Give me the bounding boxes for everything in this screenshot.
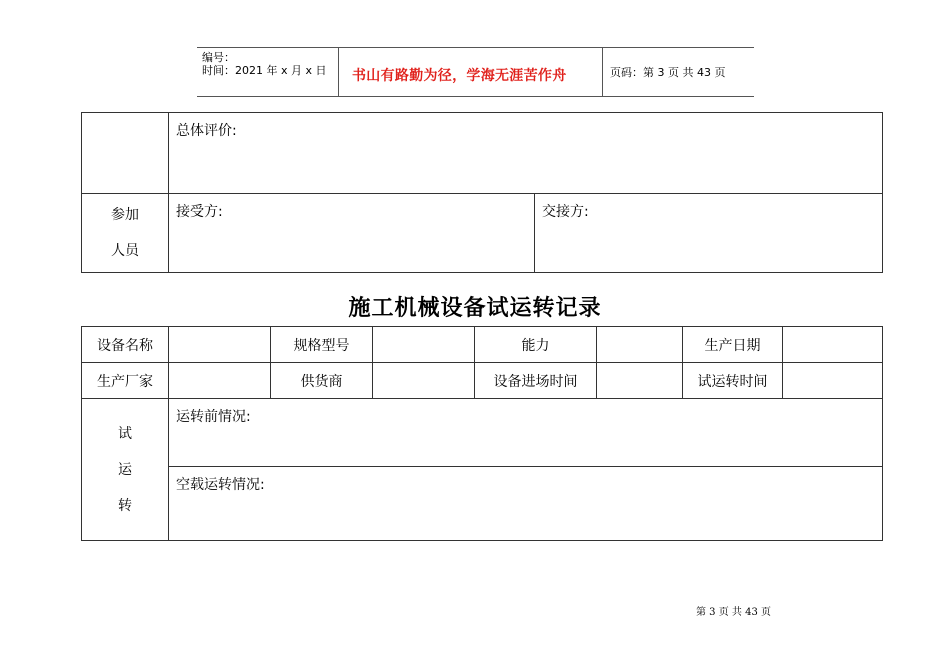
blank-cell (82, 113, 169, 194)
trial-run-record-table (81, 326, 883, 541)
handover-cell[interactable] (535, 194, 883, 273)
header-divider-left (338, 47, 339, 96)
trial-run-label-line2: 运 (118, 461, 132, 478)
trial-run-label-cell (82, 399, 169, 541)
trial-run-label-line1: 试 (118, 425, 132, 442)
no-load-run-cell[interactable] (169, 467, 883, 541)
production-date-label: 生产日期 (683, 327, 783, 363)
header-code-label: 编号： (202, 51, 235, 64)
header-motto: 书山有路勤为径，学海无涯苦作舟 (352, 68, 567, 84)
header-page-label: 页码：第 3 页 共 43 页 (610, 66, 726, 79)
before-run-cell[interactable] (169, 399, 883, 467)
receiver-label: 接受方: (176, 204, 223, 220)
document-title: 施工机械设备试运转记录 (348, 295, 602, 321)
receiver-cell[interactable] (169, 194, 535, 273)
footer-page-number: 第 3 页 共 43 页 (696, 607, 771, 618)
spec-model-value[interactable] (373, 327, 475, 363)
supplier-value[interactable] (373, 363, 475, 399)
no-load-run-label: 空载运转情况: (176, 477, 265, 493)
header-time-label: 时间：2021 年 x 月 x 日 (202, 64, 327, 77)
trial-run-label-line3: 转 (118, 497, 132, 514)
supplier-label: 供货商 (271, 363, 373, 399)
capacity-label: 能力 (475, 327, 597, 363)
participants-table (81, 112, 883, 273)
trial-run-time-label: 试运转时间 (683, 363, 783, 399)
entry-time-value[interactable] (597, 363, 683, 399)
header-divider-right (602, 47, 603, 96)
overall-evaluation-cell[interactable] (169, 113, 883, 194)
spec-model-label: 规格型号 (271, 327, 373, 363)
participants-label-line2: 人员 (111, 243, 139, 259)
before-run-label: 运转前情况: (176, 409, 251, 425)
trial-run-time-value[interactable] (783, 363, 883, 399)
manufacturer-value[interactable] (169, 363, 271, 399)
header-top-rule (197, 47, 754, 48)
production-date-value[interactable] (783, 327, 883, 363)
capacity-value[interactable] (597, 327, 683, 363)
participants-label-line1: 参加 (111, 207, 139, 223)
manufacturer-label: 生产厂家 (82, 363, 169, 399)
handover-label: 交接方: (542, 204, 589, 220)
entry-time-label: 设备进场时间 (475, 363, 597, 399)
equipment-name-value[interactable] (169, 327, 271, 363)
overall-evaluation-label: 总体评价: (176, 123, 237, 139)
participants-label-cell (82, 194, 169, 273)
equipment-name-label: 设备名称 (82, 327, 169, 363)
header-bottom-rule (197, 96, 754, 97)
